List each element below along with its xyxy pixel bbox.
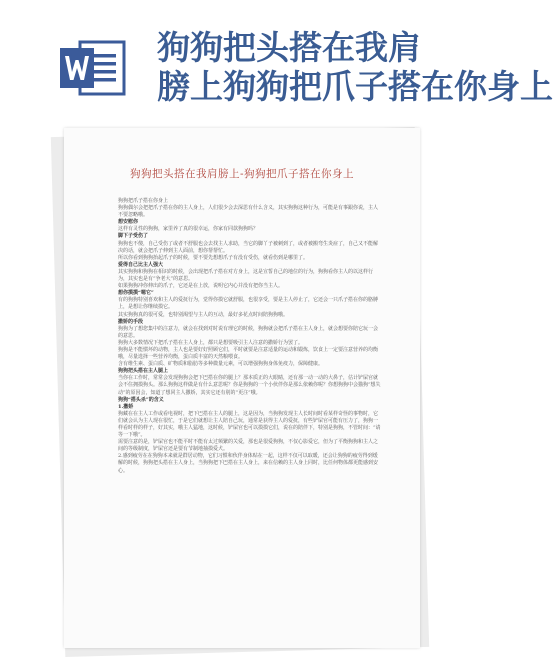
paragraph: 含有维生素、蛋白质、矿物质和脂肪等多种微量元素，可以增强狗狗身体免疫力，保障健康。	[118, 361, 324, 368]
section-heading: 撒娇的手段	[118, 318, 144, 325]
paragraph: 其实狗狗和狗狗在相识的时候，会出现把爪子搭在对方身上，这是宣誓自己的地位的行为，狗狗看你主人的以这样行为，其实也是有“争老大”的意思。	[118, 268, 374, 283]
paragraph: 其实狗狗真的很可爱，也特别渴望与主人的互动，最好多花点时间陪狗狗哦。	[118, 311, 289, 318]
section-heading: 狗狗把头搭在主人腿上	[118, 368, 169, 375]
paragraph: 狗狗也不傻，自己受伤了或者不舒服也会去找主人求助，当它的脚丫子被刺到了，或者被搬弯生炎症了，自己又不能解决的话，就会把爪子伸到主人面前，想你帮帮忙。	[118, 240, 379, 254]
paragraph: 如果狗狗冲你伸出的爪子，它还是在上放，说明它内心并没有把你当主人。	[118, 283, 284, 290]
document-page	[64, 128, 420, 648]
paragraph: 狗狗是不能惯坏的动物，主人也是要好好照顾它们，平时就要是注意适量的运动和锻炼，饮食上一定要注意营养的均衡哦，尽量选择一些营养均衡，蛋白质丰富的天然粮喂食。	[118, 346, 379, 361]
document-banner	[0, 0, 553, 125]
document-body	[118, 198, 382, 475]
section-heading: 想安慰你	[118, 219, 139, 226]
paragraph: 当你在工作时，常常会发现狗狗会把下巴搭在你的腿上？那本质正的大眼睛，还有那一动一动的大鼻子，估计铲屎官就会不住拥摸狗头。那么狗狗这样做是有什么意思呢？你是狗狗的一个小伙伴你是那么依赖你呢？你想狗狗中会猫狗“想失动”的原因会，知道了想同主人撒娇，其实它还有别的“更注”哦。	[118, 375, 381, 396]
paragraph: 狗藏在在主人工作或看电视时，把下巴搭在主人的腿上，这是因为，当狗狗发现主人长时间时看某样奇怪的事物时，它们就会认为主人现在很忙，于是它们就想让主人陪自己玩，通常是获得主人的爱抚，有些铲屎官可能有压力了，狗狗一样看时样的样子，好其实，哦主人猛地，这时候，铲屎官也可以摸摸它们，说在的陪伴下，特别是狗狗，不管时间：“请等一下哦”。	[118, 410, 381, 439]
banner-title	[157, 28, 553, 106]
section-heading: 狗狗“搭头杀”的含义	[118, 396, 164, 403]
banner-title-line-1: 狗狗把头搭在我肩	[157, 28, 421, 67]
section-heading: 爱得自己比主人强大	[118, 261, 164, 268]
banner-title-line-2: 膀上狗狗把爪子搭在你身上	[157, 67, 553, 106]
paragraph: 需要注意的是，铲屎官也不能平时不能有太过频繁的关爱，那也是很爱狗狗，不仅心影爱它，但为了平衡狗狗和主人之间的等级制度，铲屎官还是要有节制地抽摸爱犬。	[118, 439, 379, 453]
paragraph: 2.感到疲劳在在狗狗本来就是群居动物，它们习惯和伙伴身体贴在一起，这样不仅可以取暖，还会让狗狗的疲劳得到缓解的时候，狗狗把头搭在主人身上，当狗狗把下巴搭在主人身上，来在信赖的主人身上同时，比任何物体都更能感到安心。	[118, 453, 379, 474]
section-heading: 想你摸摸“嗯它”	[118, 290, 154, 297]
paragraph: 狗狗偶尔会把把爪子搭在你的主人身上，人们很少会去深思有什么含义，其实狗狗这种行为，可能是有事跟你说，主人不要忽略哦。	[118, 205, 379, 219]
paragraph: 狗狗为了想您集中的注意力，就会在找到对时说有理它的时候，狗狗就会把爪子搭在主人身上，就会想要你陪它玩一会的意思。	[118, 325, 379, 339]
paragraph: 有的狗狗特别喜欢和主人的爱抚行为，觉得你摸它就舒服，也很享受，要是主人停止了，它还会一只爪子搭在你的胳膊上，是想让你继续摸它。	[118, 297, 379, 311]
paragraph: 狗狗把爪子搭在你身上	[118, 198, 169, 204]
section-heading: 脚下子受伤了	[118, 233, 149, 240]
paragraph: 所以你看到狗狗抬起爪子的时候，要不要先想想爪子有没有受伤，就看伤到是哪里了。	[118, 254, 309, 261]
paragraph: 这样有灵性的狗狗，家里养了真的很幸运，你家有同款狗狗吗？	[118, 226, 259, 233]
section-heading: 1.撒娇	[118, 403, 134, 410]
document-title: 狗狗把头搭在我肩膀上-狗狗把爪子搭在你身上	[129, 168, 355, 180]
paragraph: 狗狗大多数情况下把爪子搭在主人身上，都只是想要吸引主人注意的撒娇行为罢了。	[118, 339, 304, 346]
word-icon	[58, 38, 128, 98]
